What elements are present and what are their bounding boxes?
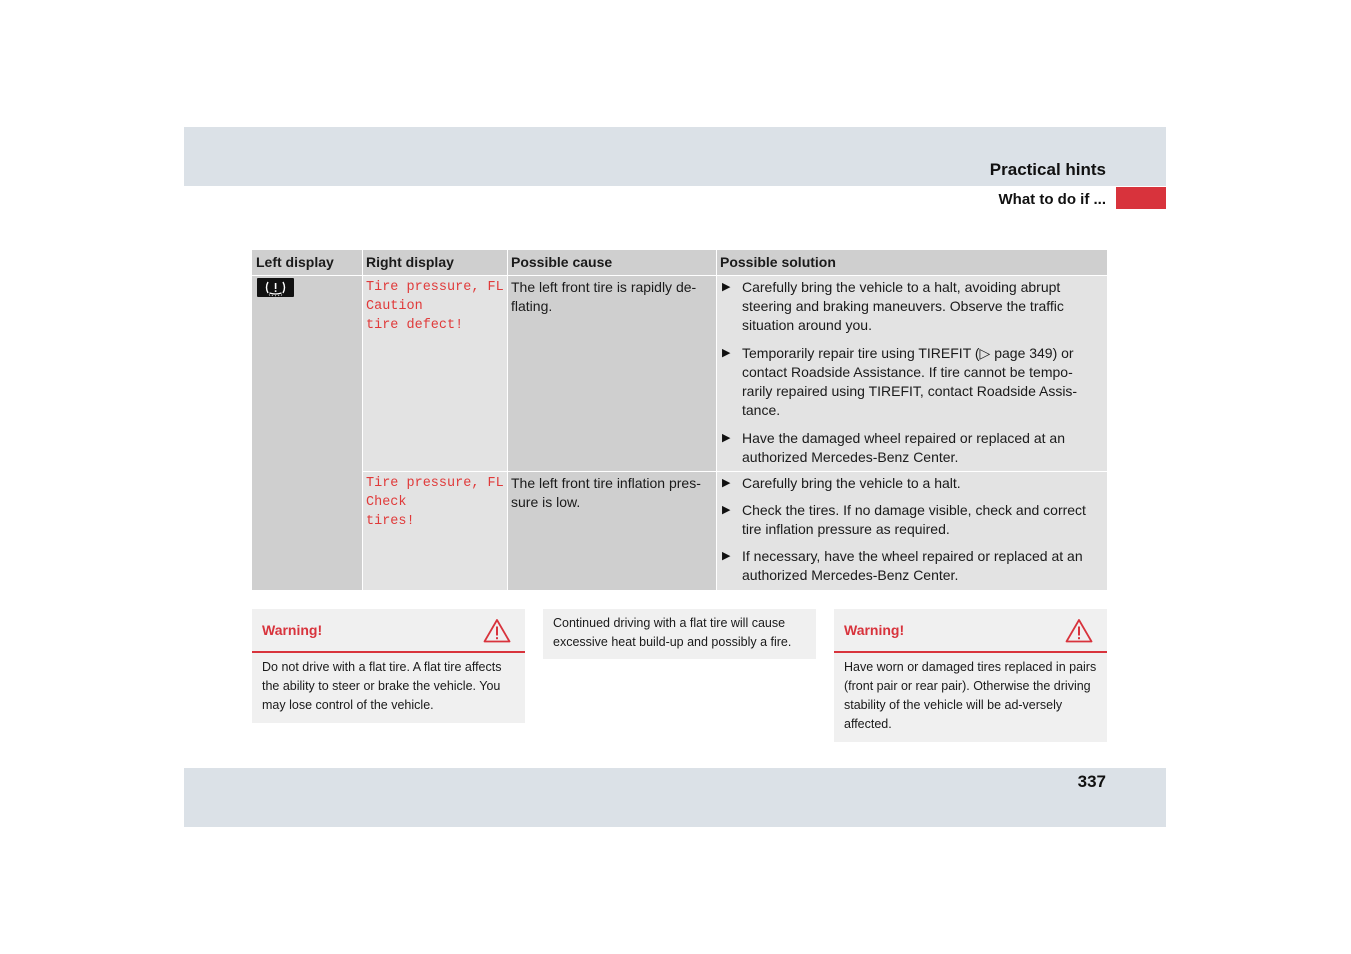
cause-text: The left front tire is rapidly de-flating. xyxy=(511,279,697,314)
bullet-arrow-icon: ▶ xyxy=(722,281,731,293)
header-right-display: Right display xyxy=(362,250,507,275)
page-number: 337 xyxy=(1077,772,1106,791)
bullet-arrow-icon: ▶ xyxy=(722,347,731,359)
solution-item: ▶ Carefully bring the vehicle to a halt. xyxy=(722,475,961,491)
header-possible-solution: Possible solution xyxy=(716,250,1107,275)
warning-title: Warning! xyxy=(262,622,323,638)
warning-triangle-icon xyxy=(483,618,511,643)
info-text: Continued driving with a flat tire will cause excessive heat build-up and possibly a fire. xyxy=(553,616,792,649)
bullet-arrow-icon: ▶ xyxy=(722,477,731,489)
section-title: Practical hints xyxy=(989,160,1106,179)
header-divider xyxy=(252,275,1107,276)
message-table xyxy=(252,250,1107,590)
solution-item: ▶ If necessary, have the wheel repaired or replaced at an authorized Mercedes-Benz Center. xyxy=(722,548,1083,583)
solution-item: ▶ Check the tires. If no damage visible, check and correct tire inflation pressure as required. xyxy=(722,502,1086,537)
warning-box xyxy=(252,609,525,723)
cause-column xyxy=(507,276,716,590)
section-tab-marker xyxy=(1116,187,1166,209)
info-box xyxy=(543,609,816,659)
warning-box xyxy=(834,609,1107,742)
solution-item: ▶ Carefully bring the vehicle to a halt, avoiding abrupt steering and braking maneuvers. Observe the traffic situation around you. xyxy=(722,279,1064,333)
bullet-arrow-icon: ▶ xyxy=(722,550,731,562)
solution-item: ▶ Have the damaged wheel repaired or replaced at an authorized Mercedes-Benz Center. xyxy=(722,430,1065,465)
left-display-column xyxy=(252,276,362,590)
tire-pressure-warning-icon xyxy=(257,278,294,297)
header-possible-cause: Possible cause xyxy=(507,250,716,275)
bullet-arrow-icon: ▶ xyxy=(722,504,731,516)
solution-item: ▶ Temporarily repair tire using TIREFIT (▷ page 349) or contact Roadside Assistance. If tire cannot be tempo-rarily repaired using TIREFIT, contact Roadside Assis-tance. xyxy=(722,345,1078,418)
right-display-text: Tire pressure, FL Check tires! xyxy=(366,476,504,529)
footer-band xyxy=(184,768,1166,827)
solution-list xyxy=(716,474,1107,585)
sub-title: What to do if ... xyxy=(998,191,1106,208)
warning-text: Have worn or damaged tires replaced in pairs (front pair or rear pair). Otherwise the driving stability of the vehicle will be ad-versely affected. xyxy=(844,660,1097,731)
bullet-arrow-icon: ▶ xyxy=(722,432,731,444)
warning-header xyxy=(834,609,1107,653)
warning-triangle-icon xyxy=(1065,618,1093,643)
warning-text: Do not drive with a flat tire. A flat tire affects the ability to steer or brake the vehicle. You may lose control of the vehicle. xyxy=(262,660,502,712)
warning-title: Warning! xyxy=(844,622,905,638)
warning-header xyxy=(252,609,525,653)
solution-list xyxy=(716,278,1107,476)
header-left-display: Left display xyxy=(252,250,362,275)
cause-text: The left front tire inflation pres-sure is low. xyxy=(511,475,701,510)
right-display-text: Tire pressure, FL Caution tire defect! xyxy=(366,280,504,333)
